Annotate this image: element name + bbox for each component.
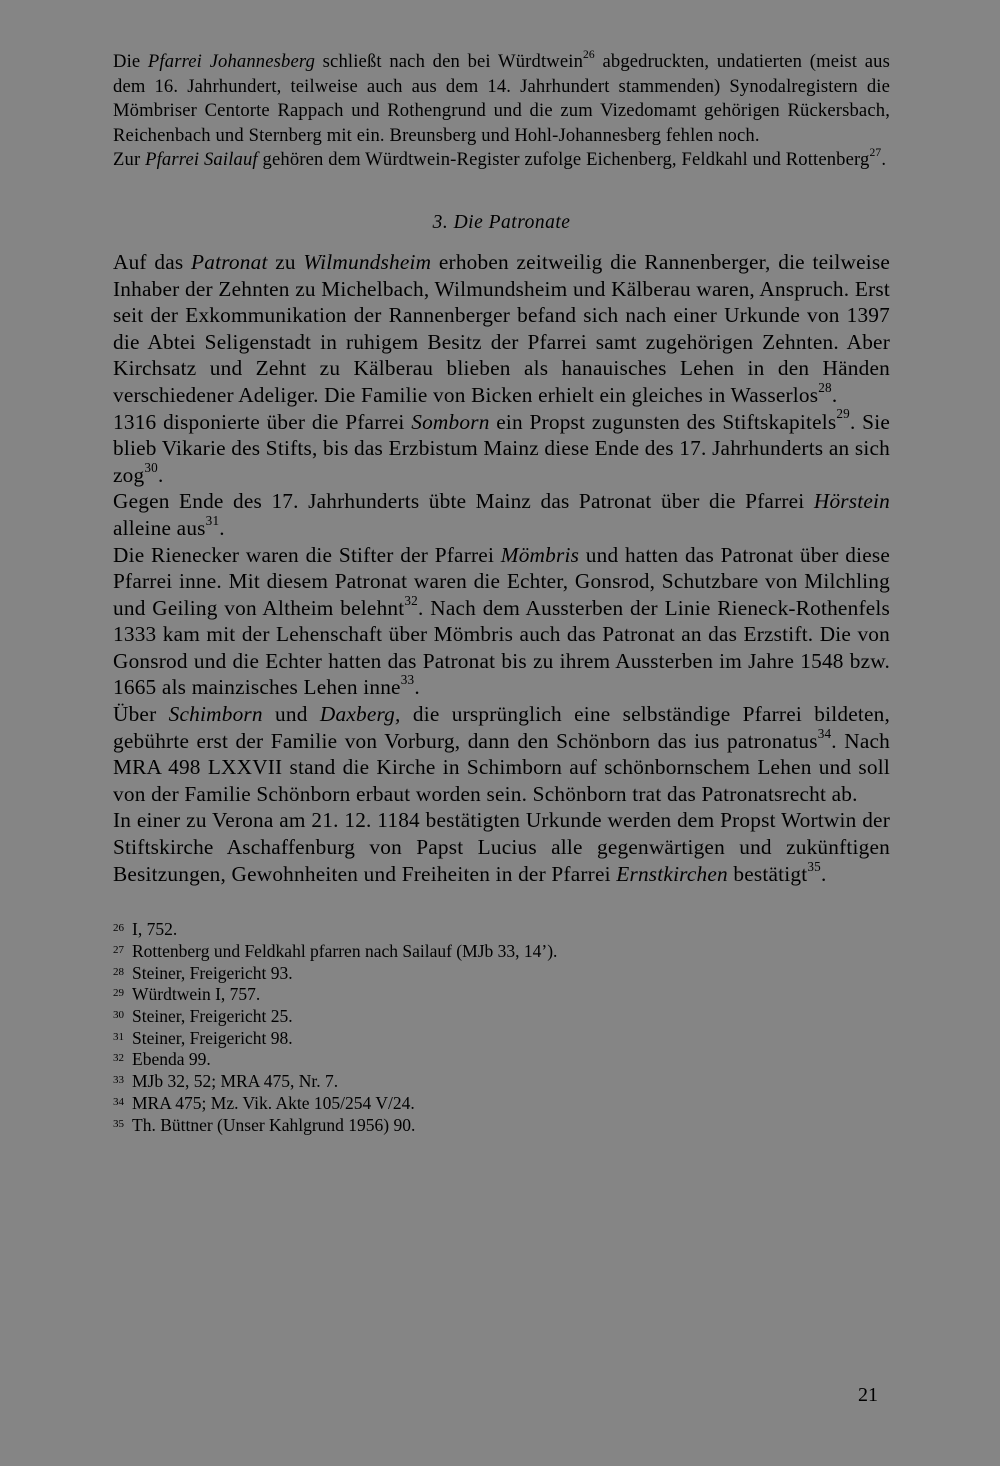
italic-term: Pfarrei Sailauf: [145, 149, 258, 171]
text-run: zu: [267, 249, 304, 274]
text-run: Die: [113, 51, 148, 72]
italic-term: Wilmundsheim: [303, 249, 432, 274]
text-run: erhoben zeitweilig die Rannenberger, die teilweise Inhaber der Zehnten zu Michelbach, Wilmundsheim und Kälberau waren, Anspruch. Erst seit der Exkommunikation der Rannenberger befand sich nach einer Urkunde von 1397 die Abtei Seligenstadt in ruhigem Besitz der Pfarrei samt zugehörigen Zehnten. Aber Kirchsatz und Zehnt zu Kälberau blieben als hanauisches Lehen in den Händen verschiedener Adeliger. Die Familie von Bicken erhielt ein gleiches in Wasserlos: [113, 249, 890, 407]
footnote: [113, 1006, 890, 1028]
text-run: 1316 disponierte über die Pfarrei: [113, 409, 412, 434]
footnote-reference[interactable]: 35: [807, 858, 821, 874]
italic-term: Mömbris: [500, 542, 580, 567]
italic-term: Hörstein: [813, 489, 890, 514]
text-run: .: [157, 462, 164, 487]
section-heading: 3. Die Patronate: [432, 211, 571, 233]
footnote-reference[interactable]: 28: [818, 379, 832, 395]
text-run: ein Propst zugunsten des Stiftskapitels: [489, 409, 837, 434]
footnote-text: I, 752.: [132, 919, 178, 940]
footnote-reference[interactable]: 33: [400, 672, 415, 688]
footnote-number: 27: [113, 943, 124, 956]
footnote-text: Steiner, Freigericht 25.: [132, 1006, 293, 1027]
text-run: Die Rienecker waren die Stifter der Pfarrei: [113, 542, 501, 567]
footnote-text: MJb 32, 52; MRA 475, Nr. 7.: [132, 1071, 339, 1092]
text-run: . Sie blieb Vikarie des Stifts, bis das Erzbistum Mainz diese Ende des 17. Jahrhunderts an sich zog: [113, 409, 890, 487]
intro-paragraph-johannesberg: [113, 50, 890, 148]
body-section: [113, 249, 890, 887]
text-run: und: [262, 702, 320, 727]
footnote-reference[interactable]: 34: [817, 725, 832, 741]
footnote-number: 33: [113, 1074, 124, 1087]
footnote-number: 26: [113, 922, 124, 935]
text-run: gehören dem Würdtwein-Register zufolge Eichenberg, Feldkahl und Rottenberg: [257, 149, 870, 171]
footnote-reference[interactable]: 26: [583, 49, 595, 62]
italic-term: Pfarrei Johannesberg: [147, 51, 316, 72]
intro-section: [113, 50, 890, 173]
footnote-text: Steiner, Freigericht 93.: [132, 962, 293, 983]
paragraph-schimborn: [113, 701, 890, 807]
text-run: schließt nach den bei Würdtwein: [315, 51, 584, 72]
footnote-reference[interactable]: 32: [404, 592, 418, 608]
text-run: .: [414, 675, 420, 700]
footnote-reference[interactable]: 31: [205, 512, 220, 528]
footnotes: [113, 919, 890, 1136]
footnote-number: 34: [113, 1095, 124, 1108]
text-run: die ursprünglich eine selbständige Pfarrei bildeten, gebührte erst der Familie von Vorburg, dann den Schönborn das ius patronatus: [113, 702, 890, 753]
italic-term: Schimborn: [168, 702, 263, 727]
italic-term: Ernstkirchen: [616, 861, 728, 886]
footnote: [113, 1028, 890, 1050]
intro-paragraph-sailauf: [113, 148, 890, 173]
text-run: Über: [113, 702, 169, 727]
footnote: [113, 963, 890, 985]
page-number: 21: [858, 1384, 878, 1406]
footnote-text: MRA 475; Mz. Vik. Akte 105/254 V/24.: [132, 1092, 415, 1113]
footnote-number: 28: [113, 965, 124, 978]
text-run: abgedruckten, undatierten (meist aus dem 16. Jahrhundert, teilweise auch aus dem 14. Jahrhundert stammenden) Synodalregistern die Mömbriser Centorte Rappach und Rothengrund und die zum Vizedomamt gehörigen Rückersbach, Reichenbach und Sternberg mit ein. Breunsberg und Hohl-Johannesberg fehlen noch.: [113, 51, 890, 146]
footnote-number: 35: [113, 1117, 124, 1130]
text-run: In einer zu Verona am 21. 12. 1184 bestätigten Urkunde werden dem Propst Wortwin der Stiftskirche Aschaffenburg von Papst Lucius alle gegenwärtigen und zukünftigen Besitzungen, Gewohnheiten und Freiheiten in der Pfarrei: [113, 808, 890, 886]
paragraph-somborn: [113, 406, 890, 489]
text-run: .: [219, 515, 225, 540]
italic-term: Patronat: [191, 249, 268, 274]
footnote: [113, 941, 890, 963]
text-run: . Nach MRA 498 LXXVII stand die Kirche in Schimborn auf schönbornschem Lehen und soll von der Familie Schönborn erbaut worden sein. Schönborn trat das Patronatsrecht ab.: [113, 728, 890, 806]
footnote-text: Ebenda 99.: [132, 1049, 211, 1070]
text-run: Gegen Ende des 17. Jahrhunderts übte Mainz das Patronat über die Pfarrei: [113, 489, 814, 514]
footnote-number: 32: [113, 1052, 124, 1065]
text-run: alleine aus: [113, 515, 206, 540]
footnote-number: 31: [113, 1030, 124, 1043]
footnote-text: Th. Büttner (Unser Kahlgrund 1956) 90.: [132, 1114, 416, 1135]
text-run: bestätigt: [727, 861, 808, 886]
page: [113, 50, 890, 1136]
text-run: Auf das: [113, 249, 192, 274]
footnote-reference[interactable]: 30: [144, 459, 158, 475]
footnote-reference[interactable]: 29: [836, 406, 850, 422]
footnote: [113, 1071, 890, 1093]
footnote: [113, 1093, 890, 1115]
footnote: [113, 984, 890, 1006]
footnote-text: Rottenberg und Feldkahl pfarren nach Sailauf (MJb 33, 14’).: [132, 940, 558, 961]
paragraph-moembris: [113, 542, 890, 702]
footnote-text: Würdtwein I, 757.: [132, 984, 261, 1005]
text-run: und hatten das Patronat über diese Pfarrei inne. Mit diesem Patronat waren die Echter, Gonsrod, Schutzbare von Milchling und Geiling von Altheim belehnt: [113, 542, 890, 620]
text-run: . Nach dem Aussterben der Linie Rieneck-Rothenfels 1333 kam mit der Lehenschaft über Mömbris auch das Patronat an das Erzstift. Die von Gonsrod und die Echter hatten das Patronat bis zu ihrem Aussterben im Jahre 1548 bzw. 1665 als mainzisches Lehen inne: [113, 595, 890, 700]
footnote: [113, 919, 890, 941]
footnote-number: 30: [113, 1009, 124, 1022]
paragraph-wilmundsheim: [113, 249, 890, 409]
footnote: [113, 1049, 890, 1071]
text-run: Zur: [113, 149, 146, 171]
text-run: .: [831, 382, 838, 407]
italic-term: Somborn: [411, 409, 490, 434]
footnote-number: 29: [113, 987, 124, 1000]
text-run: .: [820, 861, 827, 886]
paragraph-ernstkirchen: [113, 807, 890, 887]
text-run: .: [881, 149, 887, 171]
italic-term: Daxberg,: [319, 702, 401, 727]
footnote: [113, 1115, 890, 1137]
footnote-text: Steiner, Freigericht 98.: [132, 1027, 293, 1048]
footnote-reference[interactable]: 27: [869, 147, 882, 160]
paragraph-hoerstein: [113, 488, 890, 541]
